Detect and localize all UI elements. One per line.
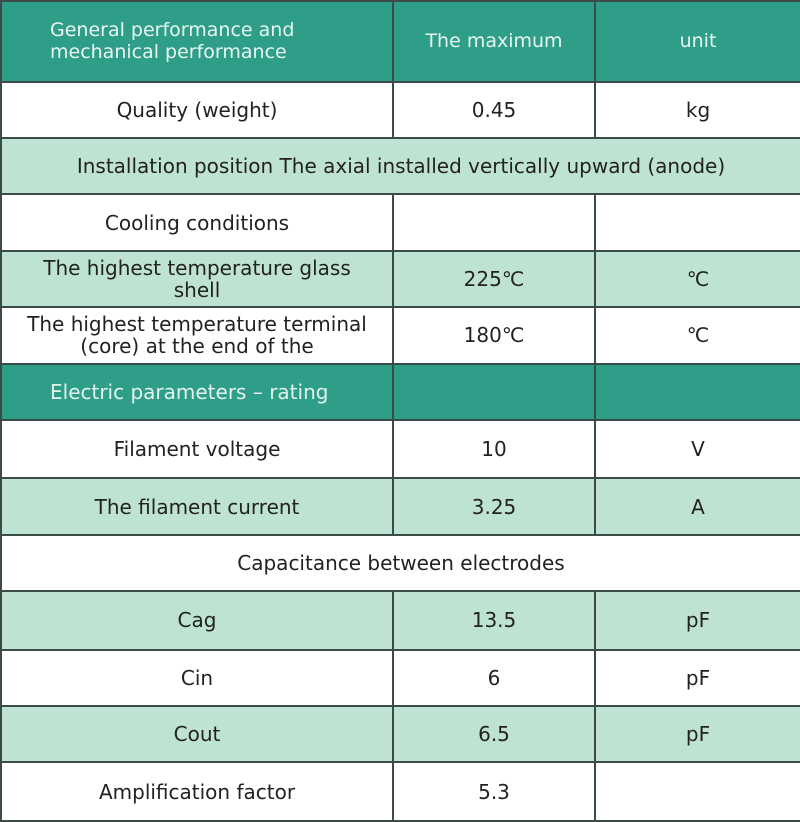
row-unit: kg: [595, 82, 800, 138]
row-value: 6.5: [393, 706, 595, 762]
row-value: [393, 194, 595, 250]
row-value: 10: [393, 420, 595, 478]
row-unit: A: [595, 478, 800, 534]
table-section-row: [1, 364, 800, 420]
table-row: [1, 138, 800, 194]
row-value: 5.3: [393, 762, 595, 821]
table-row: [1, 420, 800, 478]
row-unit: pF: [595, 591, 800, 649]
row-label: Amplification factor: [1, 762, 393, 821]
table-row: [1, 251, 800, 307]
row-label: Cag: [1, 591, 393, 649]
row-label: Cooling conditions: [1, 194, 393, 250]
row-label: Filament voltage: [1, 420, 393, 478]
row-unit: pF: [595, 706, 800, 762]
row-label: Quality (weight): [1, 82, 393, 138]
row-label: Electric parameters – rating: [1, 364, 393, 420]
row-unit: V: [595, 420, 800, 478]
row-value: 3.25: [393, 478, 595, 534]
row-value: 0.45: [393, 82, 595, 138]
row-unit: pF: [595, 650, 800, 706]
table-row: [1, 82, 800, 138]
table-row: [1, 535, 800, 591]
header-col-unit: unit: [595, 1, 800, 82]
row-value: 225℃: [393, 251, 595, 307]
row-unit: [595, 364, 800, 420]
table-row: [1, 650, 800, 706]
row-label-span: Capacitance between electrodes: [1, 535, 800, 591]
row-value: 180℃: [393, 307, 595, 363]
header-col-maximum: The maximum: [393, 1, 595, 82]
row-label: The filament current: [1, 478, 393, 534]
table-row: [1, 591, 800, 649]
row-unit: [595, 762, 800, 821]
table-row: [1, 478, 800, 534]
row-unit: [595, 194, 800, 250]
row-label: Cin: [1, 650, 393, 706]
table-header-row: [1, 1, 800, 82]
row-label: The highest temperature glass shell: [1, 251, 393, 307]
table-row: [1, 307, 800, 363]
row-label: The highest temperature terminal (core) at the end of the: [1, 307, 393, 363]
header-col-performance: General performance and mechanical performance: [1, 1, 393, 82]
row-unit: ℃: [595, 251, 800, 307]
table-row: [1, 706, 800, 762]
row-value: [393, 364, 595, 420]
row-value: 13.5: [393, 591, 595, 649]
row-unit: ℃: [595, 307, 800, 363]
row-value: 6: [393, 650, 595, 706]
row-label: Cout: [1, 706, 393, 762]
table-row: [1, 762, 800, 821]
table-row: [1, 194, 800, 250]
row-label-span: Installation position The axial installed vertically upward (anode): [1, 138, 800, 194]
